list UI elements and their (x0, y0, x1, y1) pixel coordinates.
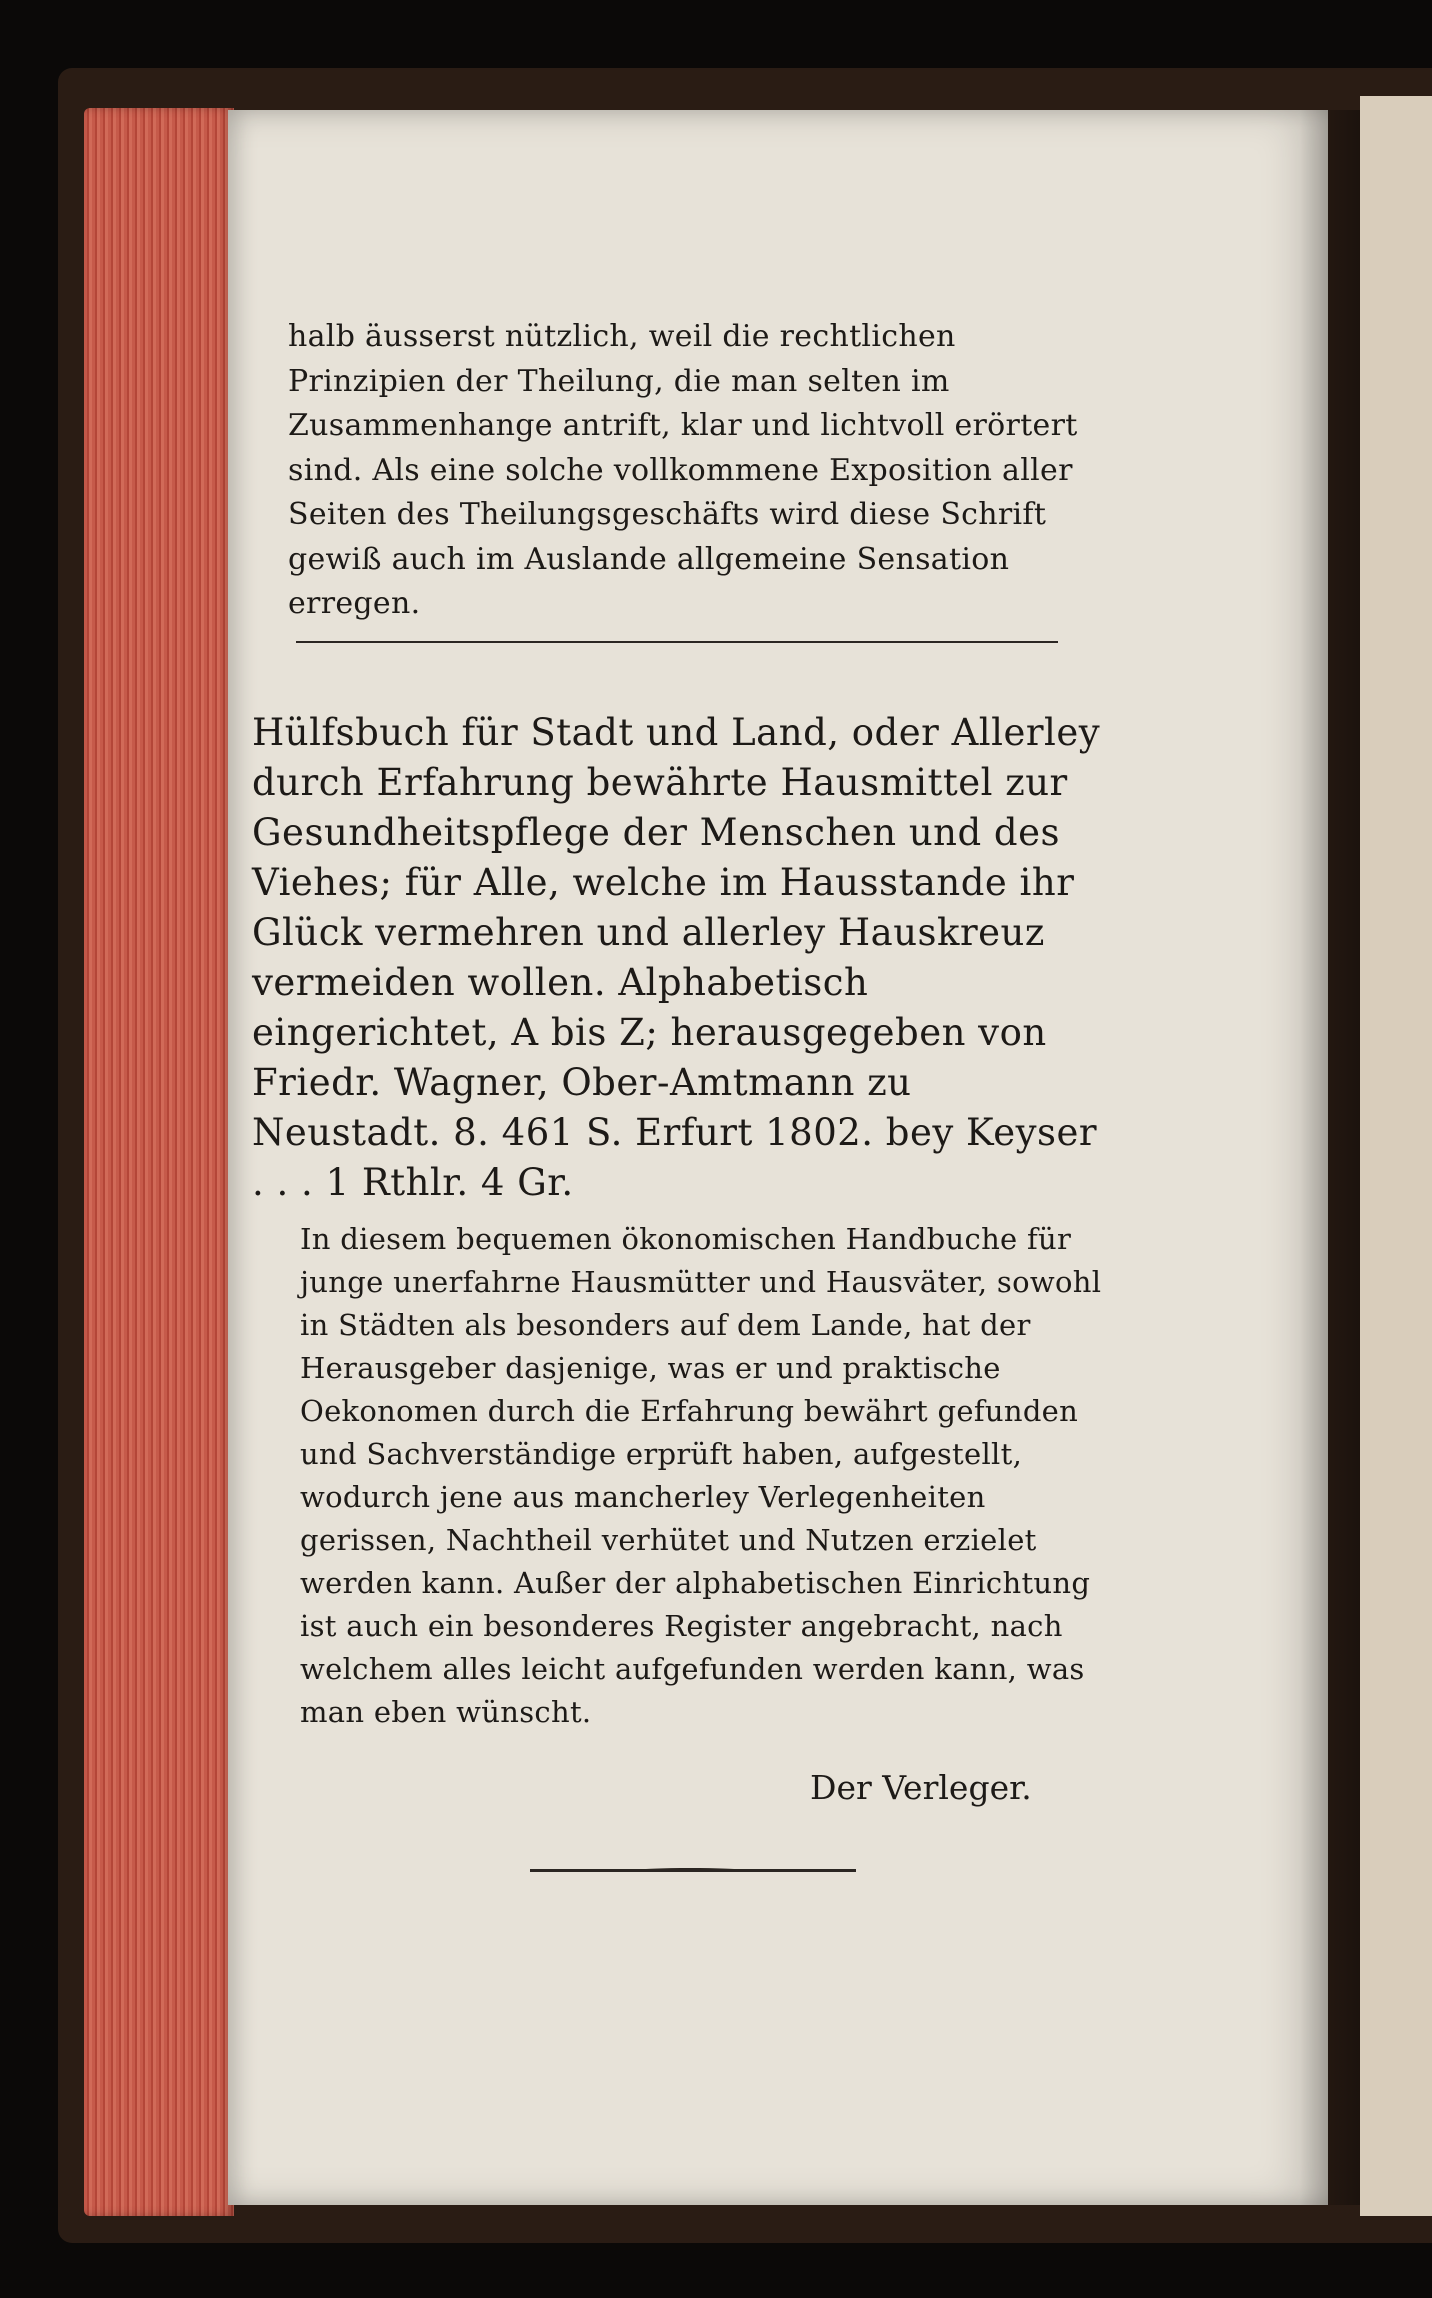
paragraph-top: halb äusserst nützlich, weil die rechtlichen Prinzipien der Theilung, die man selten im Zusammenhange antrift, klar und lichtvoll erörtert sind. Als eine solche vollkommene Exposition aller Seiten des Theilungsgeschäfts wird diese Schrift gewiß auch im Auslande allgemeine Sensation erregen. (288, 319, 1078, 621)
book-entry: Hülfsbuch für Stadt und Land, oder Allerley durch Erfahrung bewährte Hausmittel zur Gesundheitspflege der Menschen und des Viehes; für Alle, welche im Hausstande ihr Glück vermehren und allerley Hauskreuz vermeiden wollen. Alphabetisch eingerichtet, A bis Z; herausgegeben von Friedr. Wagner, Ober-Amtmann zu Neustadt. 8. 461 S. Erfurt 1802. bey Keyser . . . 1 Rthlr. 4 Gr. (252, 711, 1101, 1204)
separator-rule (296, 641, 1058, 643)
facing-page (1360, 96, 1432, 2216)
gutter-shadow (1300, 110, 1360, 2205)
closing-ornament-rule (530, 1869, 856, 1872)
page-edges (84, 108, 234, 2216)
publisher-signature: Der Verleger. (810, 1768, 1032, 1807)
paragraph-description: In diesem bequemen ökonomischen Handbuche für junge unerfahrne Hausmütter und Hausväter, sowohl in Städten als besonders auf dem Lande, hat der Herausgeber dasjenige, was er und praktische Oekonomen durch die Erfahrung bewährt gefunden und Sachverständige erprüft haben, aufgestellt, wodurch jene aus mancherley Verlegenheiten gerissen, Nachtheil verhütet und Nutzen erzielet werden kann. Außer der alphabetischen Einrichtung ist auch ein besonderes Register angebracht, nach welchem alles leicht aufgefunden werden kann, was man eben wünscht. (300, 1222, 1102, 1729)
